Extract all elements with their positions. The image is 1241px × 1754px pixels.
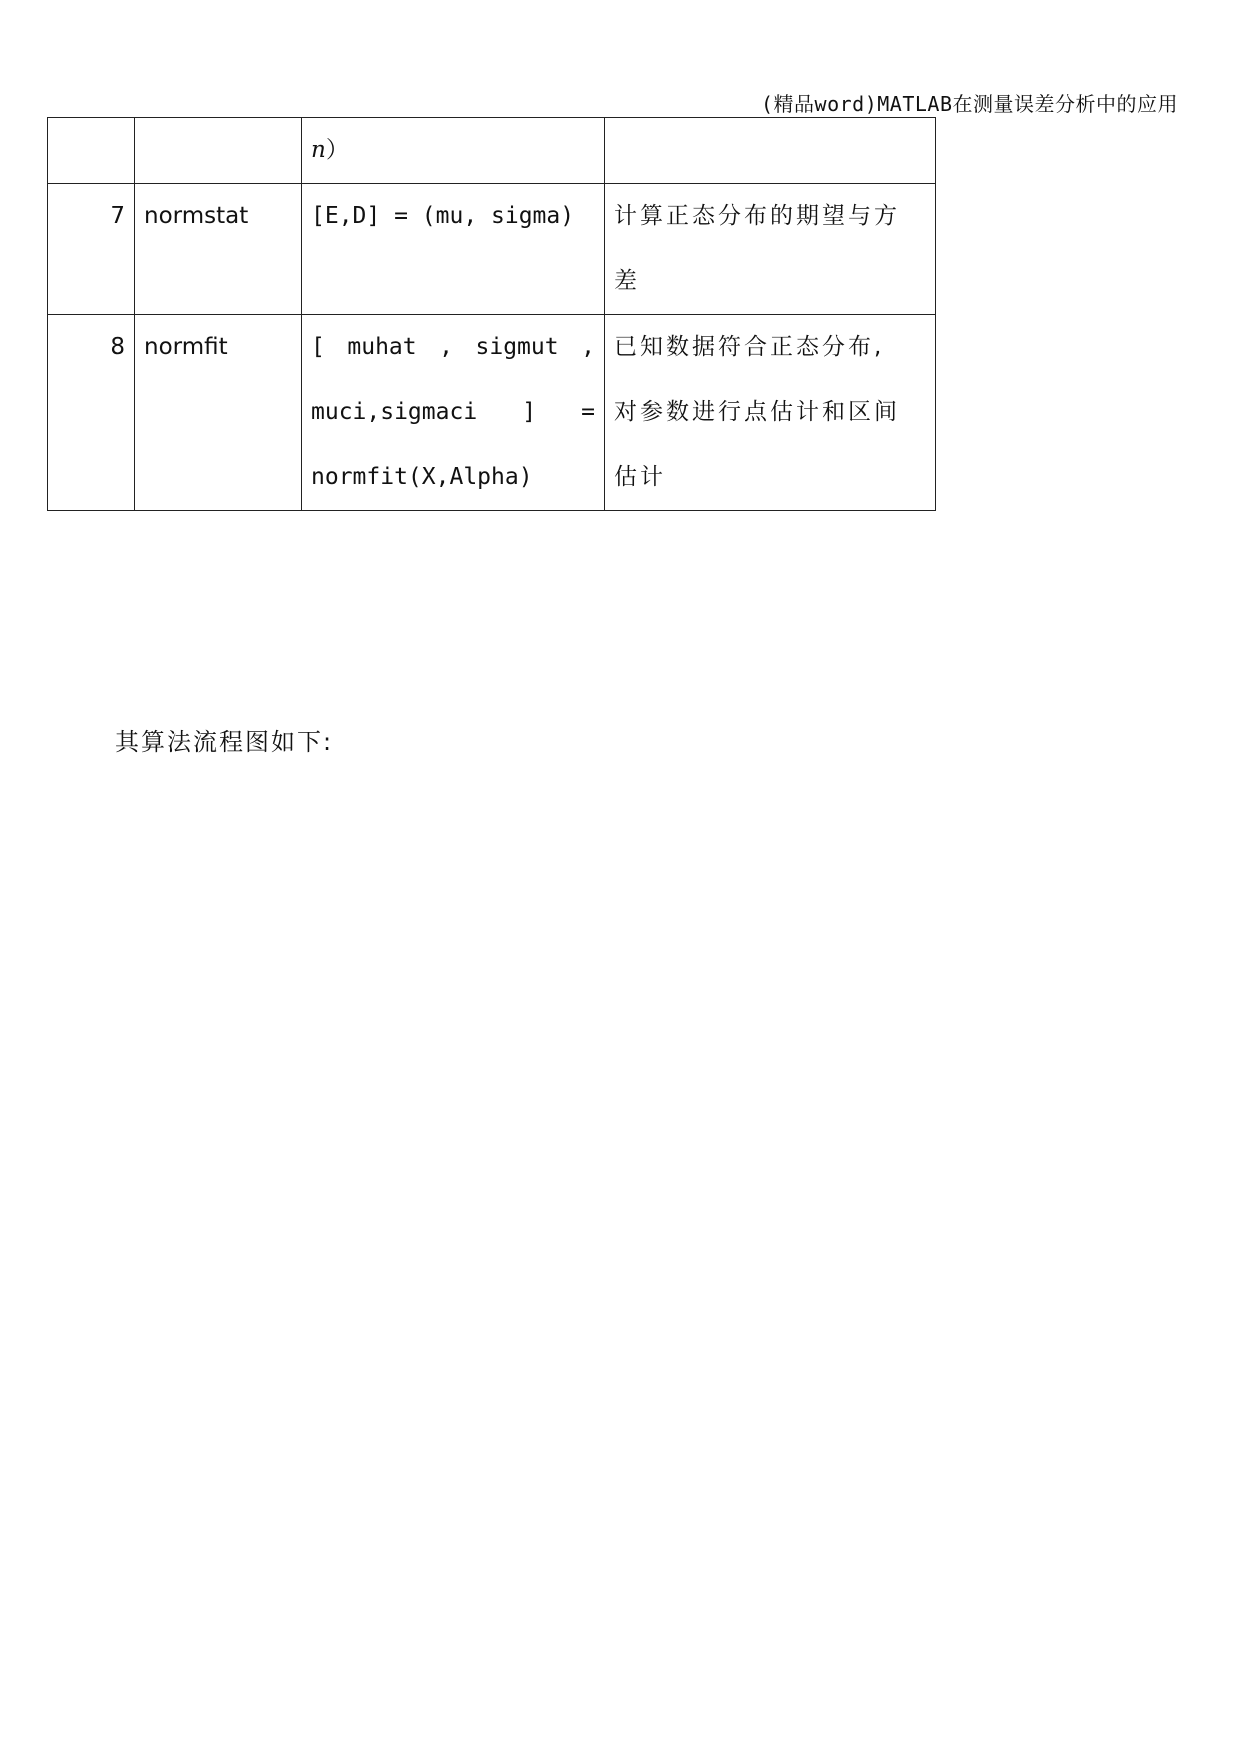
index-cell: 8 bbox=[48, 315, 135, 511]
description-line: 对参数进行点估计和区间 bbox=[614, 399, 900, 425]
table-row bbox=[48, 184, 936, 315]
syntax-token: , bbox=[439, 334, 453, 360]
description-line: 计算正态分布的期望与方 bbox=[614, 203, 900, 229]
description-cell bbox=[605, 315, 936, 511]
function-name-cell: normfit bbox=[135, 315, 302, 511]
description-cell bbox=[605, 118, 936, 184]
syntax-cell bbox=[302, 184, 605, 315]
syntax-token: sigmut bbox=[475, 334, 559, 360]
description-line: 估计 bbox=[614, 464, 666, 490]
syntax-token: , bbox=[581, 334, 595, 360]
syntax-cell bbox=[302, 118, 605, 184]
description-line: 已知数据符合正态分布, bbox=[614, 334, 885, 360]
running-header: (精品word)MATLAB在测量误差分析中的应用 bbox=[761, 92, 1178, 116]
syntax-token: [ bbox=[311, 334, 325, 360]
intro-paragraph: 其算法流程图如下: bbox=[115, 728, 334, 756]
syntax-line bbox=[311, 380, 595, 445]
description-cell bbox=[605, 184, 936, 315]
function-table bbox=[47, 117, 936, 511]
function-name-cell: normstat bbox=[135, 184, 302, 315]
syntax-line: [E,D] = (mu, sigma) bbox=[311, 203, 575, 229]
syntax-token: muhat bbox=[347, 334, 417, 360]
syntax-token: ] bbox=[522, 399, 537, 425]
syntax-token: = bbox=[581, 399, 595, 425]
function-cell bbox=[135, 118, 302, 184]
close-paren: ） bbox=[325, 137, 349, 163]
syntax-line: normfit(X,Alpha) bbox=[311, 464, 533, 490]
description-line: 差 bbox=[614, 268, 640, 294]
syntax-line bbox=[311, 315, 595, 380]
index-cell bbox=[48, 118, 135, 184]
index-cell: 7 bbox=[48, 184, 135, 315]
syntax-token: muci,sigmaci bbox=[311, 399, 478, 425]
table-row-continued bbox=[48, 118, 936, 184]
math-n: n bbox=[311, 137, 326, 163]
syntax-cell bbox=[302, 315, 605, 511]
table-row bbox=[48, 315, 936, 511]
